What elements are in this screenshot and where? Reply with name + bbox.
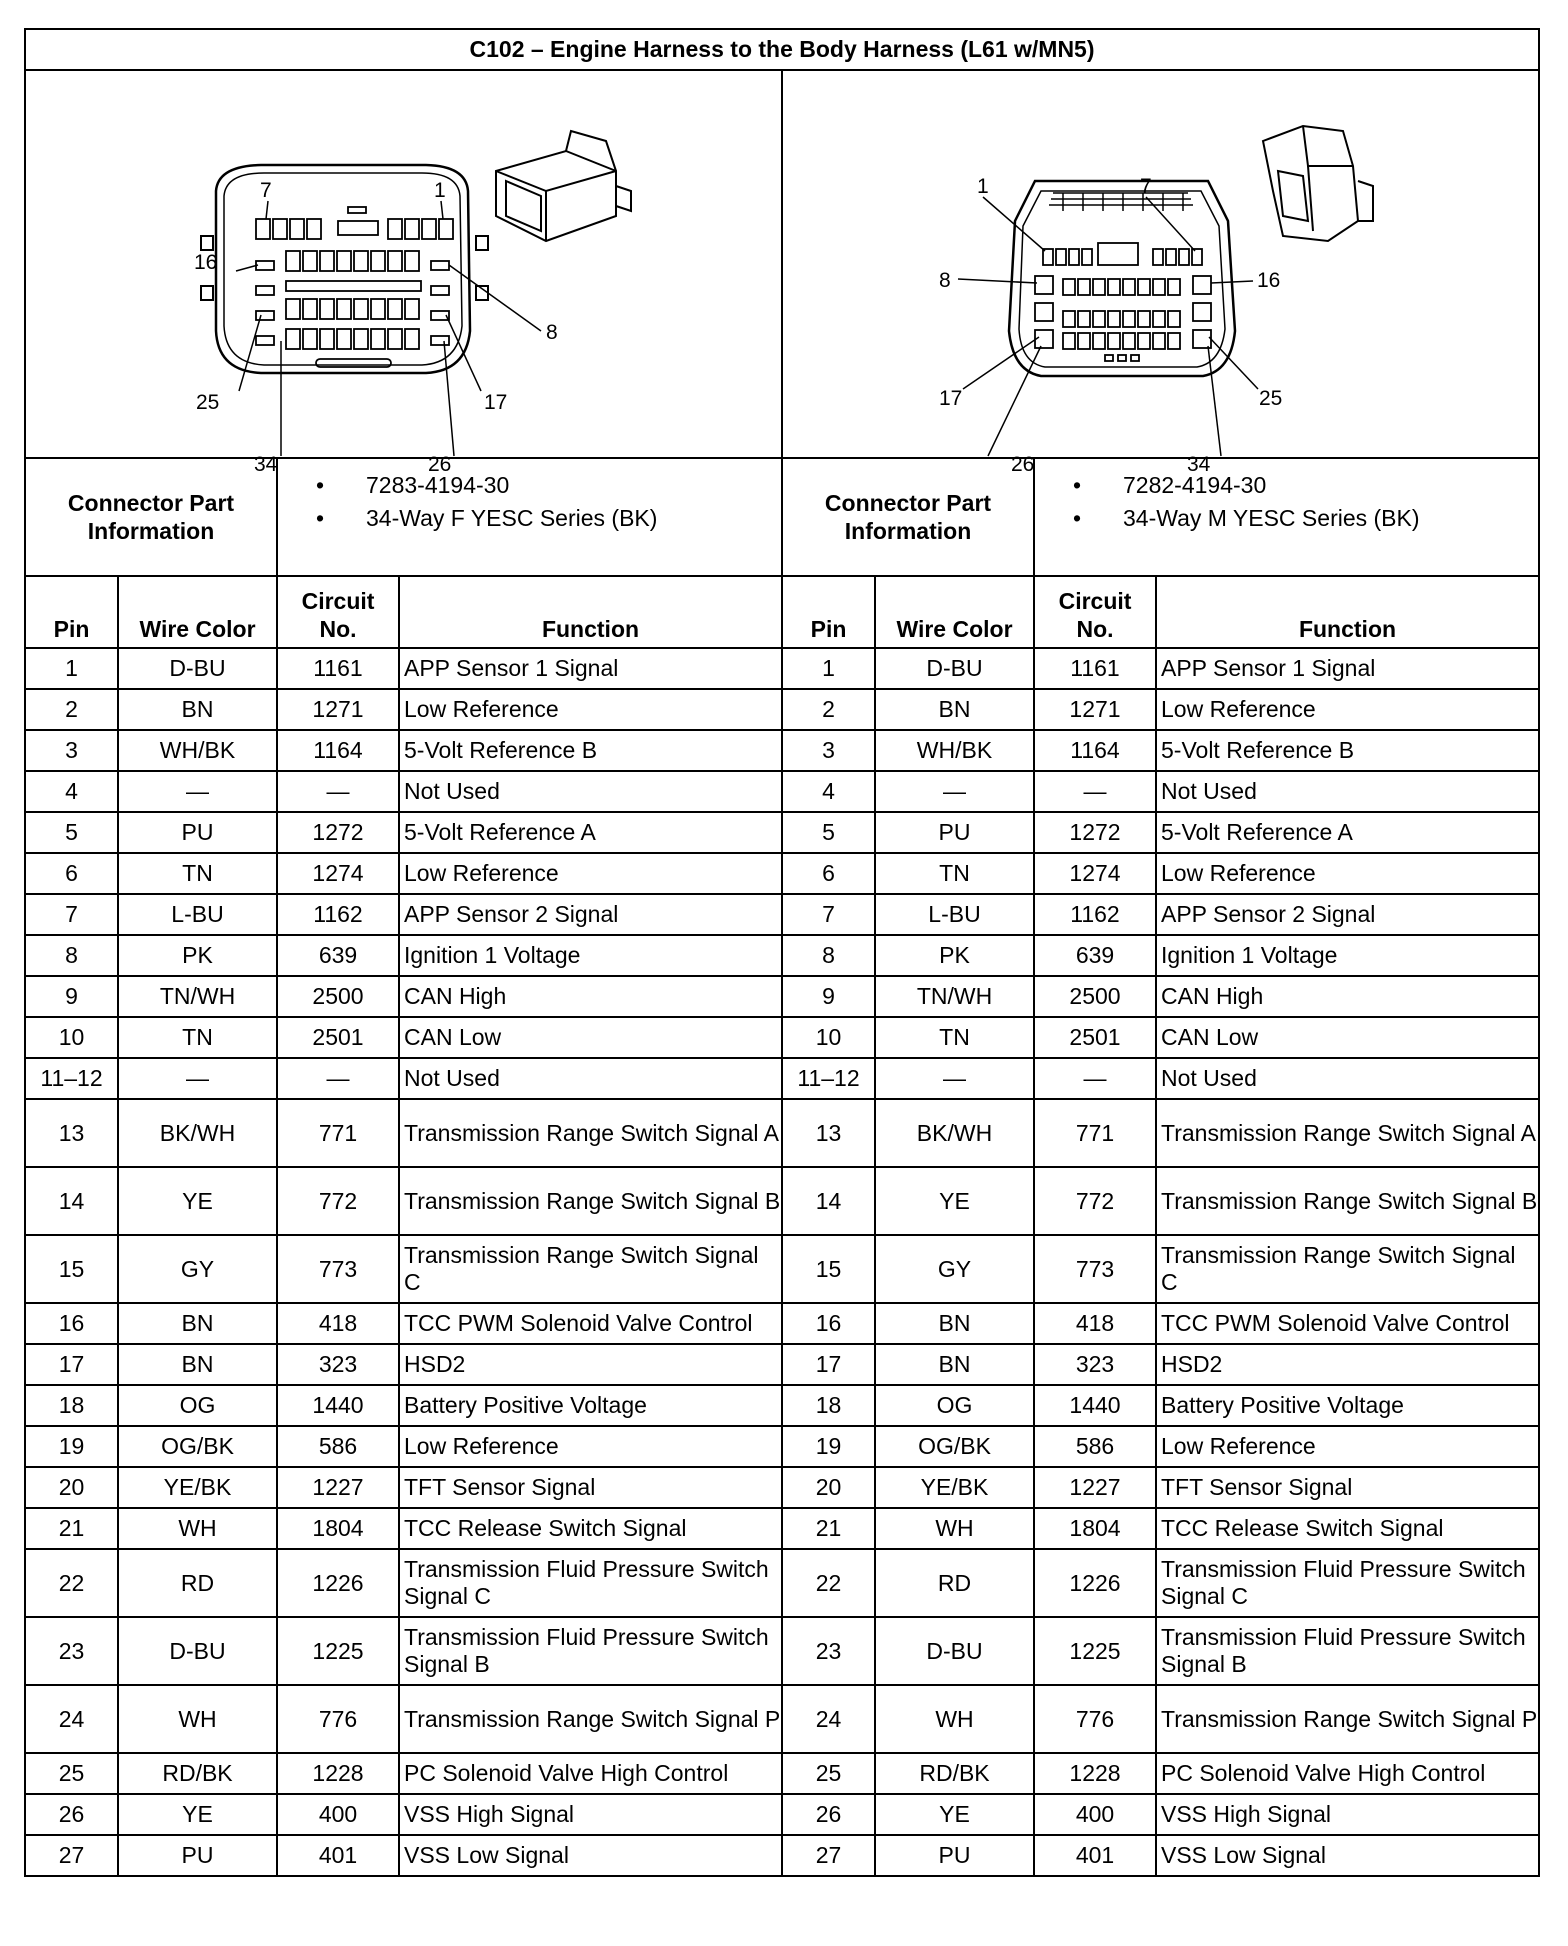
pin-cell: 27 bbox=[782, 1835, 875, 1876]
pin-rows bbox=[25, 648, 1539, 1876]
table-row bbox=[25, 1467, 1539, 1508]
circuit-cell: 776 bbox=[277, 1685, 399, 1753]
wire-color-cell: WH bbox=[875, 1685, 1034, 1753]
pin-cell: 5 bbox=[782, 812, 875, 853]
circuit-cell: 1226 bbox=[277, 1549, 399, 1617]
right-label-17: 17 bbox=[939, 387, 963, 410]
left-part-number: • 7283-4194-30 bbox=[316, 469, 781, 502]
circuit-cell: 2500 bbox=[1034, 976, 1156, 1017]
pin-cell: 21 bbox=[25, 1508, 118, 1549]
function-cell: Battery Positive Voltage bbox=[1156, 1385, 1539, 1426]
pin-cell: 13 bbox=[25, 1099, 118, 1167]
wire-color-cell: PU bbox=[118, 812, 277, 853]
male-connector-face-icon bbox=[783, 71, 1538, 476]
pin-cell: 26 bbox=[782, 1794, 875, 1835]
pin-cell: 23 bbox=[782, 1617, 875, 1685]
pin-cell: 7 bbox=[25, 894, 118, 935]
header-circuit-line2: No. bbox=[319, 616, 357, 642]
table-row bbox=[25, 1685, 1539, 1753]
circuit-cell: 400 bbox=[1034, 1794, 1156, 1835]
wire-color-cell: — bbox=[875, 1058, 1034, 1099]
right-label-34: 34 bbox=[1187, 453, 1211, 476]
table-row bbox=[25, 1508, 1539, 1549]
right-part-number: • 7282-4194-30 bbox=[1073, 469, 1538, 502]
wire-color-cell: YE bbox=[875, 1167, 1034, 1235]
wire-color-cell: BN bbox=[118, 689, 277, 730]
pin-cell: 11–12 bbox=[782, 1058, 875, 1099]
table-row bbox=[25, 1017, 1539, 1058]
function-cell: Transmission Fluid Pressure Switch Signal B bbox=[399, 1617, 782, 1685]
circuit-cell: 1227 bbox=[1034, 1467, 1156, 1508]
circuit-cell: 1164 bbox=[277, 730, 399, 771]
pin-cell: 9 bbox=[782, 976, 875, 1017]
function-cell: Transmission Fluid Pressure Switch Signal C bbox=[1156, 1549, 1539, 1617]
circuit-cell: 772 bbox=[1034, 1167, 1156, 1235]
wire-color-cell: WH bbox=[118, 1508, 277, 1549]
wire-color-cell: BN bbox=[875, 1303, 1034, 1344]
function-cell: 5-Volt Reference B bbox=[1156, 730, 1539, 771]
circuit-cell: 1804 bbox=[277, 1508, 399, 1549]
wire-color-cell: TN bbox=[118, 853, 277, 894]
left-connector-info-label: Connector Part Information bbox=[25, 458, 277, 576]
right-label-16: 16 bbox=[1257, 269, 1281, 292]
function-cell: Low Reference bbox=[1156, 853, 1539, 894]
table-row bbox=[25, 730, 1539, 771]
wire-color-cell: TN bbox=[118, 1017, 277, 1058]
pin-cell: 1 bbox=[25, 648, 118, 689]
circuit-cell: — bbox=[1034, 771, 1156, 812]
wire-color-cell: YE bbox=[875, 1794, 1034, 1835]
pin-cell: 2 bbox=[782, 689, 875, 730]
table-row bbox=[25, 1617, 1539, 1685]
pin-cell: 8 bbox=[782, 935, 875, 976]
circuit-cell: 1440 bbox=[277, 1385, 399, 1426]
table-row bbox=[25, 1303, 1539, 1344]
function-cell: Low Reference bbox=[1156, 1426, 1539, 1467]
function-cell: Battery Positive Voltage bbox=[399, 1385, 782, 1426]
pin-cell: 18 bbox=[782, 1385, 875, 1426]
table-row bbox=[25, 1835, 1539, 1876]
right-connector-info-label: Connector Part Information bbox=[782, 458, 1034, 576]
table-row bbox=[25, 1058, 1539, 1099]
pin-cell: 24 bbox=[25, 1685, 118, 1753]
wire-color-cell: PK bbox=[875, 935, 1034, 976]
right-label-1: 1 bbox=[977, 175, 989, 198]
function-cell: Transmission Range Switch Signal A bbox=[1156, 1099, 1539, 1167]
function-cell: Transmission Range Switch Signal P bbox=[1156, 1685, 1539, 1753]
wire-color-cell: L-BU bbox=[875, 894, 1034, 935]
circuit-cell: 323 bbox=[277, 1344, 399, 1385]
function-cell: Low Reference bbox=[399, 853, 782, 894]
table-row bbox=[25, 771, 1539, 812]
circuit-cell: 1228 bbox=[277, 1753, 399, 1794]
pin-cell: 5 bbox=[25, 812, 118, 853]
function-cell: TCC Release Switch Signal bbox=[399, 1508, 782, 1549]
wire-color-cell: TN bbox=[875, 1017, 1034, 1058]
function-cell: TCC PWM Solenoid Valve Control bbox=[1156, 1303, 1539, 1344]
function-cell: APP Sensor 1 Signal bbox=[399, 648, 782, 689]
function-cell: Transmission Range Switch Signal C bbox=[1156, 1235, 1539, 1303]
table-row bbox=[25, 1235, 1539, 1303]
circuit-cell: 773 bbox=[1034, 1235, 1156, 1303]
circuit-cell: 2501 bbox=[277, 1017, 399, 1058]
circuit-cell: 771 bbox=[277, 1099, 399, 1167]
circuit-cell: 771 bbox=[1034, 1099, 1156, 1167]
document-title: C102 – Engine Harness to the Body Harness (L61 w/MN5) bbox=[25, 29, 1539, 70]
circuit-cell: 401 bbox=[1034, 1835, 1156, 1876]
function-cell: CAN Low bbox=[399, 1017, 782, 1058]
function-cell: CAN High bbox=[1156, 976, 1539, 1017]
right-label-7: 7 bbox=[1140, 175, 1152, 198]
function-cell: Transmission Range Switch Signal C bbox=[399, 1235, 782, 1303]
circuit-cell: 1162 bbox=[277, 894, 399, 935]
wire-color-cell: PU bbox=[875, 812, 1034, 853]
wire-color-cell: GY bbox=[118, 1235, 277, 1303]
pin-cell: 16 bbox=[782, 1303, 875, 1344]
pin-cell: 23 bbox=[25, 1617, 118, 1685]
wire-color-cell: OG bbox=[875, 1385, 1034, 1426]
pin-cell: 27 bbox=[25, 1835, 118, 1876]
pin-cell: 3 bbox=[25, 730, 118, 771]
pin-cell: 6 bbox=[25, 853, 118, 894]
left-label-16: 16 bbox=[194, 251, 218, 274]
function-cell: Not Used bbox=[399, 1058, 782, 1099]
header-circuit-line1: Circuit bbox=[301, 588, 375, 614]
wire-color-cell: WH bbox=[118, 1685, 277, 1753]
wire-color-cell: WH bbox=[875, 1508, 1034, 1549]
wire-color-cell: WH/BK bbox=[118, 730, 277, 771]
right-part-series: • 34-Way M YESC Series (BK) bbox=[1073, 502, 1538, 535]
circuit-cell: 776 bbox=[1034, 1685, 1156, 1753]
header-wire-color: Wire Color bbox=[875, 576, 1034, 648]
pin-cell: 2 bbox=[25, 689, 118, 730]
pin-cell: 19 bbox=[782, 1426, 875, 1467]
pin-cell: 25 bbox=[782, 1753, 875, 1794]
left-label-8: 8 bbox=[546, 321, 558, 344]
circuit-cell: 1225 bbox=[1034, 1617, 1156, 1685]
pin-cell: 3 bbox=[782, 730, 875, 771]
function-cell: Transmission Range Switch Signal A bbox=[399, 1099, 782, 1167]
pin-cell: 17 bbox=[782, 1344, 875, 1385]
wire-color-cell: — bbox=[118, 1058, 277, 1099]
pin-cell: 26 bbox=[25, 1794, 118, 1835]
header-wire-color: Wire Color bbox=[118, 576, 277, 648]
function-cell: Ignition 1 Voltage bbox=[399, 935, 782, 976]
pin-cell: 4 bbox=[782, 771, 875, 812]
wire-color-cell: L-BU bbox=[118, 894, 277, 935]
table-row bbox=[25, 1753, 1539, 1794]
header-function: Function bbox=[399, 576, 782, 648]
pin-cell: 20 bbox=[25, 1467, 118, 1508]
function-cell: CAN Low bbox=[1156, 1017, 1539, 1058]
table-row bbox=[25, 689, 1539, 730]
circuit-cell: 1272 bbox=[1034, 812, 1156, 853]
left-label-7: 7 bbox=[260, 179, 272, 202]
circuit-cell: 1274 bbox=[277, 853, 399, 894]
wire-color-cell: RD bbox=[875, 1549, 1034, 1617]
table-row bbox=[25, 976, 1539, 1017]
circuit-cell: 1274 bbox=[1034, 853, 1156, 894]
wire-color-cell: D-BU bbox=[118, 1617, 277, 1685]
wire-color-cell: TN bbox=[875, 853, 1034, 894]
circuit-cell: 418 bbox=[1034, 1303, 1156, 1344]
function-cell: Transmission Range Switch Signal P bbox=[399, 1685, 782, 1753]
circuit-cell: 586 bbox=[277, 1426, 399, 1467]
wire-color-cell: OG/BK bbox=[118, 1426, 277, 1467]
circuit-cell: 586 bbox=[1034, 1426, 1156, 1467]
circuit-cell: 639 bbox=[277, 935, 399, 976]
wire-color-cell: BN bbox=[875, 689, 1034, 730]
right-label-26: 26 bbox=[1011, 453, 1035, 476]
pin-cell: 24 bbox=[782, 1685, 875, 1753]
function-cell: APP Sensor 1 Signal bbox=[1156, 648, 1539, 689]
wire-color-cell: TN/WH bbox=[118, 976, 277, 1017]
circuit-cell: 1272 bbox=[277, 812, 399, 853]
left-label-26: 26 bbox=[428, 453, 452, 476]
table-row bbox=[25, 935, 1539, 976]
pin-cell: 16 bbox=[25, 1303, 118, 1344]
pin-cell: 14 bbox=[25, 1167, 118, 1235]
circuit-cell: 1225 bbox=[277, 1617, 399, 1685]
function-cell: Ignition 1 Voltage bbox=[1156, 935, 1539, 976]
left-label-1: 1 bbox=[434, 179, 446, 202]
pin-cell: 4 bbox=[25, 771, 118, 812]
circuit-cell: 1226 bbox=[1034, 1549, 1156, 1617]
function-cell: TCC PWM Solenoid Valve Control bbox=[399, 1303, 782, 1344]
header-circuit-line2: No. bbox=[1076, 616, 1114, 642]
wire-color-cell: YE bbox=[118, 1794, 277, 1835]
circuit-cell: 1440 bbox=[1034, 1385, 1156, 1426]
pin-cell: 22 bbox=[782, 1549, 875, 1617]
left-connector-diagram bbox=[25, 70, 782, 476]
pin-cell: 15 bbox=[25, 1235, 118, 1303]
table-row bbox=[25, 1794, 1539, 1835]
circuit-cell: 1271 bbox=[1034, 689, 1156, 730]
table-row bbox=[25, 812, 1539, 853]
table-row bbox=[25, 648, 1539, 689]
wire-color-cell: OG bbox=[118, 1385, 277, 1426]
wire-color-cell: D-BU bbox=[118, 648, 277, 689]
pin-cell: 18 bbox=[25, 1385, 118, 1426]
circuit-cell: 400 bbox=[277, 1794, 399, 1835]
table-row bbox=[25, 1385, 1539, 1426]
table-row bbox=[25, 1426, 1539, 1467]
female-connector-face-icon bbox=[26, 71, 781, 476]
circuit-cell: 2501 bbox=[1034, 1017, 1156, 1058]
wire-color-cell: BN bbox=[118, 1303, 277, 1344]
circuit-cell: 1164 bbox=[1034, 730, 1156, 771]
right-label-25: 25 bbox=[1259, 387, 1283, 410]
table-row bbox=[25, 1344, 1539, 1385]
table-row bbox=[25, 894, 1539, 935]
circuit-cell: 1804 bbox=[1034, 1508, 1156, 1549]
wire-color-cell: PK bbox=[118, 935, 277, 976]
function-cell: APP Sensor 2 Signal bbox=[399, 894, 782, 935]
wire-color-cell: — bbox=[118, 771, 277, 812]
wire-color-cell: RD/BK bbox=[875, 1753, 1034, 1794]
function-cell: 5-Volt Reference A bbox=[1156, 812, 1539, 853]
function-cell: Not Used bbox=[399, 771, 782, 812]
function-cell: VSS Low Signal bbox=[1156, 1835, 1539, 1876]
right-label-8: 8 bbox=[939, 269, 951, 292]
circuit-cell: — bbox=[1034, 1058, 1156, 1099]
function-cell: Transmission Fluid Pressure Switch Signal C bbox=[399, 1549, 782, 1617]
wire-color-cell: TN/WH bbox=[875, 976, 1034, 1017]
wire-color-cell: BN bbox=[118, 1344, 277, 1385]
pin-cell: 11–12 bbox=[25, 1058, 118, 1099]
table-row bbox=[25, 853, 1539, 894]
header-circuit bbox=[1034, 576, 1156, 648]
circuit-cell: 639 bbox=[1034, 935, 1156, 976]
wire-color-cell: BK/WH bbox=[875, 1099, 1034, 1167]
wire-color-cell: RD bbox=[118, 1549, 277, 1617]
wire-color-cell: — bbox=[875, 771, 1034, 812]
pin-cell: 10 bbox=[25, 1017, 118, 1058]
function-cell: Not Used bbox=[1156, 771, 1539, 812]
pin-cell: 17 bbox=[25, 1344, 118, 1385]
document-page bbox=[24, 28, 1538, 1877]
function-cell: Low Reference bbox=[1156, 689, 1539, 730]
header-function: Function bbox=[1156, 576, 1539, 648]
function-cell: Transmission Range Switch Signal B bbox=[1156, 1167, 1539, 1235]
circuit-cell: 1228 bbox=[1034, 1753, 1156, 1794]
pin-cell: 21 bbox=[782, 1508, 875, 1549]
function-cell: VSS High Signal bbox=[1156, 1794, 1539, 1835]
left-part-series: • 34-Way F YESC Series (BK) bbox=[316, 502, 781, 535]
function-cell: 5-Volt Reference B bbox=[399, 730, 782, 771]
table-row bbox=[25, 1167, 1539, 1235]
function-cell: APP Sensor 2 Signal bbox=[1156, 894, 1539, 935]
header-circuit bbox=[277, 576, 399, 648]
left-label-25: 25 bbox=[196, 391, 220, 414]
left-label-17: 17 bbox=[484, 391, 508, 414]
wire-color-cell: WH/BK bbox=[875, 730, 1034, 771]
circuit-cell: 773 bbox=[277, 1235, 399, 1303]
pin-cell: 19 bbox=[25, 1426, 118, 1467]
pin-cell: 20 bbox=[782, 1467, 875, 1508]
pin-cell: 15 bbox=[782, 1235, 875, 1303]
wire-color-cell: PU bbox=[875, 1835, 1034, 1876]
circuit-cell: 1227 bbox=[277, 1467, 399, 1508]
wire-color-cell: YE/BK bbox=[875, 1467, 1034, 1508]
function-cell: Low Reference bbox=[399, 689, 782, 730]
column-headers bbox=[25, 576, 1539, 648]
circuit-cell: 1162 bbox=[1034, 894, 1156, 935]
function-cell: TCC Release Switch Signal bbox=[1156, 1508, 1539, 1549]
circuit-cell: 772 bbox=[277, 1167, 399, 1235]
circuit-cell: 401 bbox=[277, 1835, 399, 1876]
function-cell: TFT Sensor Signal bbox=[399, 1467, 782, 1508]
wire-color-cell: YE/BK bbox=[118, 1467, 277, 1508]
function-cell: VSS High Signal bbox=[399, 1794, 782, 1835]
function-cell: HSD2 bbox=[1156, 1344, 1539, 1385]
function-cell: CAN High bbox=[399, 976, 782, 1017]
pin-cell: 25 bbox=[25, 1753, 118, 1794]
wire-color-cell: D-BU bbox=[875, 1617, 1034, 1685]
connector-table bbox=[24, 28, 1540, 1877]
circuit-cell: 1161 bbox=[1034, 648, 1156, 689]
right-connector-diagram bbox=[782, 70, 1539, 476]
wire-color-cell: YE bbox=[118, 1167, 277, 1235]
function-cell: Not Used bbox=[1156, 1058, 1539, 1099]
pin-cell: 13 bbox=[782, 1099, 875, 1167]
circuit-cell: 323 bbox=[1034, 1344, 1156, 1385]
circuit-cell: — bbox=[277, 771, 399, 812]
wire-color-cell: RD/BK bbox=[118, 1753, 277, 1794]
header-circuit-line1: Circuit bbox=[1058, 588, 1132, 614]
pin-cell: 8 bbox=[25, 935, 118, 976]
wire-color-cell: BK/WH bbox=[118, 1099, 277, 1167]
circuit-cell: — bbox=[277, 1058, 399, 1099]
header-pin: Pin bbox=[25, 576, 118, 648]
right-connector-part-info bbox=[1034, 458, 1539, 576]
circuit-cell: 1271 bbox=[277, 689, 399, 730]
left-label-34: 34 bbox=[254, 453, 278, 476]
left-connector-part-info bbox=[277, 458, 782, 576]
function-cell: VSS Low Signal bbox=[399, 1835, 782, 1876]
pin-cell: 9 bbox=[25, 976, 118, 1017]
pin-cell: 7 bbox=[782, 894, 875, 935]
function-cell: Transmission Fluid Pressure Switch Signal B bbox=[1156, 1617, 1539, 1685]
wire-color-cell: D-BU bbox=[875, 648, 1034, 689]
wire-color-cell: PU bbox=[118, 1835, 277, 1876]
header-pin: Pin bbox=[782, 576, 875, 648]
function-cell: PC Solenoid Valve High Control bbox=[1156, 1753, 1539, 1794]
function-cell: TFT Sensor Signal bbox=[1156, 1467, 1539, 1508]
pin-cell: 1 bbox=[782, 648, 875, 689]
wire-color-cell: OG/BK bbox=[875, 1426, 1034, 1467]
table-row bbox=[25, 1099, 1539, 1167]
pin-cell: 10 bbox=[782, 1017, 875, 1058]
circuit-cell: 1161 bbox=[277, 648, 399, 689]
circuit-cell: 418 bbox=[277, 1303, 399, 1344]
pin-cell: 22 bbox=[25, 1549, 118, 1617]
pin-cell: 14 bbox=[782, 1167, 875, 1235]
table-row bbox=[25, 1549, 1539, 1617]
function-cell: HSD2 bbox=[399, 1344, 782, 1385]
pin-cell: 6 bbox=[782, 853, 875, 894]
circuit-cell: 2500 bbox=[277, 976, 399, 1017]
function-cell: Low Reference bbox=[399, 1426, 782, 1467]
function-cell: Transmission Range Switch Signal B bbox=[399, 1167, 782, 1235]
wire-color-cell: GY bbox=[875, 1235, 1034, 1303]
wire-color-cell: BN bbox=[875, 1344, 1034, 1385]
function-cell: PC Solenoid Valve High Control bbox=[399, 1753, 782, 1794]
function-cell: 5-Volt Reference A bbox=[399, 812, 782, 853]
